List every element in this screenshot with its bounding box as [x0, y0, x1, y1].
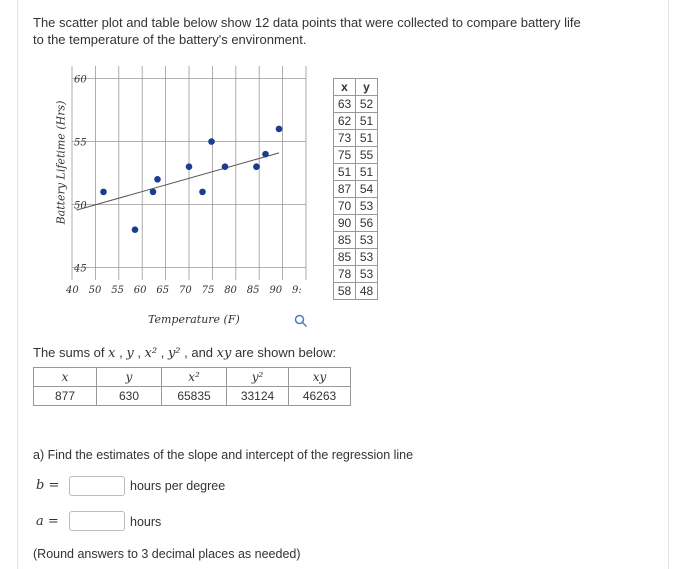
table-row: [334, 198, 378, 215]
sums-table: [33, 367, 351, 406]
sums-header-y: y: [97, 368, 162, 387]
sym-xy: xy: [216, 346, 232, 361]
x-tick-label: 50: [88, 285, 102, 296]
x-tick-label: 75: [201, 285, 215, 296]
data-point: [276, 126, 283, 133]
data-point: [222, 163, 229, 170]
cell-x: 73: [334, 130, 356, 147]
data-point: [208, 138, 215, 145]
cell-x: 70: [334, 198, 356, 215]
b-label: b =: [36, 478, 60, 493]
data-point: [199, 189, 206, 196]
sym-x2: x²: [144, 346, 158, 361]
sum-x: 877: [34, 387, 97, 406]
rounding-note: (Round answers to 3 decimal places as needed): [33, 547, 301, 561]
table-row: [334, 266, 378, 283]
slope-unit: hours per degree: [130, 479, 226, 493]
y-tick-label: 45: [74, 263, 87, 275]
x-tick-label: 60: [133, 285, 147, 296]
table-header-x: x: [334, 79, 356, 96]
x-tick-label: 40: [66, 285, 79, 296]
cell-y: 55: [356, 147, 378, 164]
a-label: a =: [36, 514, 59, 529]
cell-y: 53: [356, 232, 378, 249]
table-row: [334, 181, 378, 198]
sums-header-x2: x²: [162, 368, 227, 387]
sums-description: The sums of x , y , x² , y² , and xy are shown below:: [33, 345, 337, 361]
data-point: [100, 189, 107, 196]
cell-y: 53: [356, 198, 378, 215]
sum-x2: 65835: [162, 387, 227, 406]
cell-y: 52: [356, 96, 378, 113]
table-row: [334, 164, 378, 181]
sum-xy: 46263: [289, 387, 351, 406]
y-axis-label: Battery Lifetime (Hrs): [54, 100, 68, 225]
cell-x: 90: [334, 215, 356, 232]
data-point: [132, 226, 139, 233]
x-tick-label: 65: [156, 285, 170, 296]
x-tick-label: 9:: [292, 285, 302, 296]
cell-y: 51: [356, 130, 378, 147]
intercept-input[interactable]: [69, 511, 125, 531]
sums-header-xy: xy: [289, 368, 351, 387]
magnifier-icon[interactable]: [294, 314, 308, 333]
intercept-unit: hours: [130, 515, 162, 529]
table-row: [334, 113, 378, 130]
cell-y: 51: [356, 164, 378, 181]
table-row: [334, 215, 378, 232]
sums-prefix: The sums of: [33, 345, 105, 360]
table-row: [334, 130, 378, 147]
data-table: [333, 78, 378, 300]
table-row: [334, 96, 378, 113]
data-point: [253, 163, 260, 170]
table-header-y: y: [356, 79, 378, 96]
cell-x: 75: [334, 147, 356, 164]
cell-x: 85: [334, 232, 356, 249]
data-point: [150, 189, 157, 196]
cell-y: 48: [356, 283, 378, 300]
cell-y: 54: [356, 181, 378, 198]
part-a-prompt: a) Find the estimates of the slope and intercept of the regression line: [33, 448, 414, 462]
cell-x: 58: [334, 283, 356, 300]
question-intro: The scatter plot and table below show 12 data points that were collected to compare battery life to the temperature of the battery's environment.: [33, 15, 581, 47]
cell-y: 53: [356, 266, 378, 283]
sym-y2: y²: [167, 346, 181, 361]
data-point: [154, 176, 161, 183]
sums-header-y2: y²: [227, 368, 289, 387]
data-point: [186, 163, 193, 170]
cell-x: 62: [334, 113, 356, 130]
cell-x: 51: [334, 164, 356, 181]
cell-x: 63: [334, 96, 356, 113]
x-tick-label: 85: [246, 285, 260, 296]
y-tick-label: 60: [74, 74, 87, 86]
table-row: [334, 147, 378, 164]
x-axis-label: Temperature (F): [148, 313, 240, 326]
table-row: [334, 283, 378, 300]
x-tick-label: 70: [179, 285, 192, 296]
data-point: [262, 151, 269, 158]
table-row: [334, 232, 378, 249]
cell-x: 85: [334, 249, 356, 266]
x-tick-label: 80: [224, 285, 237, 296]
y-tick-label: 50: [74, 200, 87, 212]
regression-line: [77, 153, 280, 210]
sum-y: 630: [97, 387, 162, 406]
cell-y: 53: [356, 249, 378, 266]
slope-input[interactable]: [69, 476, 125, 496]
sums-header-x: x: [34, 368, 97, 387]
sym-y: y: [126, 346, 134, 361]
table-row: [334, 249, 378, 266]
cell-y: 51: [356, 113, 378, 130]
x-tick-label: 90: [269, 285, 283, 296]
x-tick-label: 55: [111, 285, 124, 296]
sums-suffix: are shown below:: [234, 345, 337, 360]
sum-y2: 33124: [227, 387, 289, 406]
cell-x: 87: [334, 181, 356, 198]
y-tick-label: 55: [74, 137, 87, 149]
scatter-plot: [0, 0, 310, 300]
sym-x: x: [108, 346, 116, 361]
cell-x: 78: [334, 266, 356, 283]
cell-y: 56: [356, 215, 378, 232]
